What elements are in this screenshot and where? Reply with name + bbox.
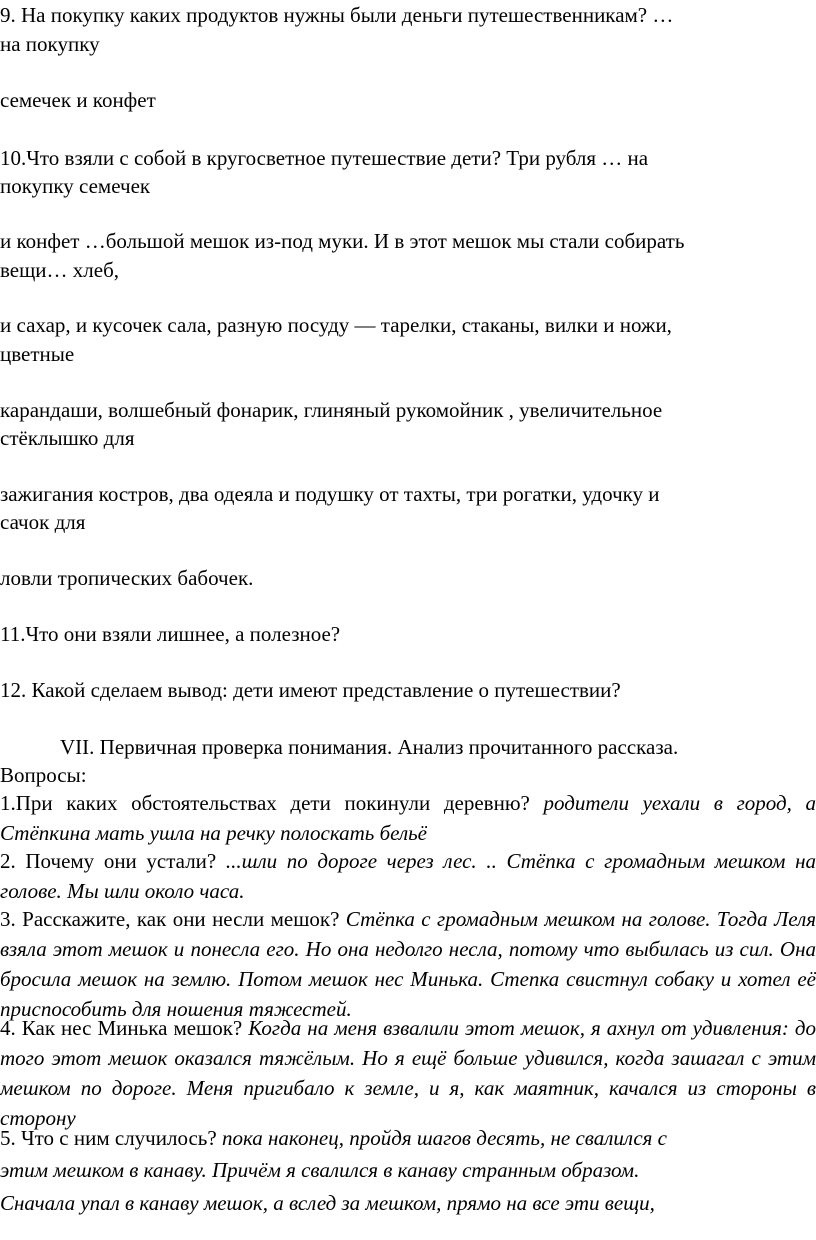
q10-line-6: цветные [0, 342, 75, 366]
answer-5-text-3: Сначала упал в канаву мешок, а вслед за мешком, прямо на все эти вещи, [0, 1191, 655, 1215]
answer-4-text: Когда на меня взвалили этот мешок, я ахнул от удивления: до того этот мешок оказался тяжёлым. Но я ещё больше удивился, когда зашагал с этим мешком по дороге. Меня пригибало к земле, и я, как маятник, качался из стороны в сторону [0, 1016, 816, 1130]
q10-line-10: сачок для [0, 510, 86, 534]
answer-2 [0, 846, 816, 906]
answer-5-line-3 [0, 1190, 655, 1216]
answer-5-text-2: этим мешком в канаву. Причём я свалился в канаву странным образом. [0, 1158, 640, 1182]
section-heading: VII. Первичная проверка понимания. Анализ прочитанного рассказа. [60, 735, 679, 759]
answer-3-text: Стёпка с громадным мешком на голове. Тогда Леля взяла этот мешок и понесла его. Но она недолго несла, потому что выбилась из сил. Она бросила мешок на землю. Потом мешок нес Минька. Степка свистнул собаку и хотел её приспособить для ношения тяжестей. [0, 907, 816, 1021]
q10-line-11: ловли тропических бабочек. [0, 566, 254, 590]
answer-1-question: 1.При каких обстоятельствах дети покинули деревню? [0, 791, 544, 815]
answer-4 [0, 1013, 816, 1133]
q9-line-3: семечек и конфет [0, 88, 156, 112]
q10-line-2: покупку семечек [0, 174, 151, 198]
q10-line-9: зажигания костров, два одеяла и подушку от тахты, три рогатки, удочку и [0, 482, 660, 506]
q9-line-2: на покупку [0, 32, 100, 56]
questions-label: Вопросы: [0, 763, 87, 787]
answer-2-text: ...шли по дороге через лес. .. Стёпка с громадным мешком на голове. Мы шли около часа. [0, 849, 816, 903]
answer-2-question: 2. Почему они устали? [0, 849, 226, 873]
q10-line-5: и сахар, и кусочек сала, разную посуду — тарелки, стаканы, вилки и ножи, [0, 313, 672, 337]
answer-3 [0, 904, 816, 1024]
answer-5-line-1 [0, 1125, 667, 1151]
q10-line-3: и конфет …большой мешок из-под муки. И в этот мешок мы стали собирать [0, 229, 685, 253]
answer-1 [0, 788, 816, 848]
answer-5-line-2 [0, 1157, 639, 1183]
q10-line-7: карандаши, волшебный фонарик, глиняный рукомойник , увеличительное [0, 398, 663, 422]
q9-line-1: 9. На покупку каких продуктов нужны были деньги путешественникам? … [0, 3, 674, 27]
q10-line-4: вещи… хлеб, [0, 258, 120, 282]
answer-5-text-1: пока наконец, пройдя шагов десять, не свалился с [221, 1126, 667, 1150]
answer-4-question: 4. Как нес Минька мешок? [0, 1016, 249, 1040]
q10-line-8: стёклышко для [0, 426, 135, 450]
q10-line-1: 10.Что взяли с собой в кругосветное путешествие дети? Три рубля … на [0, 146, 649, 170]
answer-3-question: 3. Расскажите, как они несли мешок? [0, 907, 346, 931]
answer-1-text: родители уехали в город, а Стёпкина мать ушла на речку полоскать бельё [0, 791, 816, 845]
q11-text: 11.Что они взяли лишнее, а полезное? [0, 622, 341, 646]
q12-text: 12. Какой сделаем вывод: дети имеют представление о путешествии? [0, 678, 621, 702]
answer-5-question: 5. Что с ним случилось? [0, 1126, 222, 1150]
